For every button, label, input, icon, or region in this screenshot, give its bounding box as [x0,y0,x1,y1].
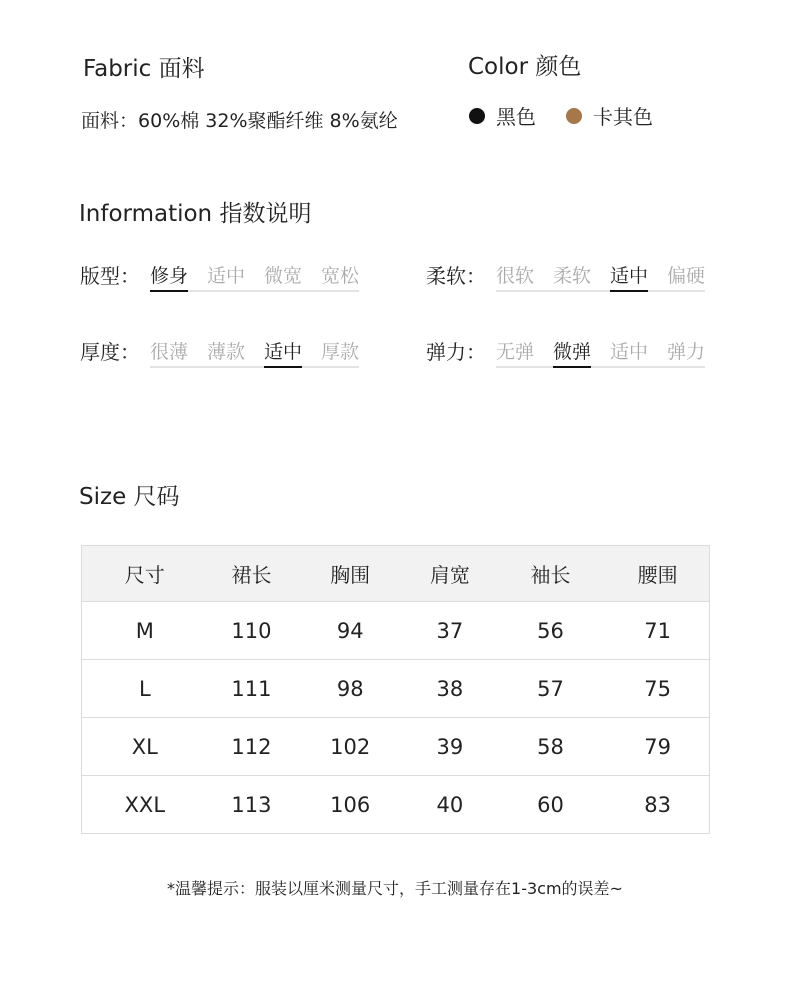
information-heading: Information 指数说明 [79,201,312,227]
color-option-khaki [566,101,653,130]
table-cell: 106 [330,792,371,817]
color-name: 黑色 [496,105,536,129]
column-header: 胸围 [330,563,371,587]
table-cell: XXL [124,792,166,817]
index-option: 弹力 [667,341,706,363]
color-options [469,101,653,130]
table-row [82,776,710,834]
table-row [82,660,710,718]
index-label: 版型： [80,264,140,288]
index-option: 无弹 [496,341,535,363]
index-option-selected: 微弹 [553,337,591,364]
index-label: 厚度： [80,340,140,364]
size-note: *温馨提示：服装以厘米测量尺寸，手工测量存在1-3cm的误差~ [167,879,623,898]
column-header: 腰围 [637,563,678,587]
size-table [81,545,710,834]
table-cell: 94 [336,618,364,643]
index-label: 弹力： [426,340,486,364]
table-cell: 71 [644,618,672,643]
color-swatch-khaki [566,108,582,124]
index-options [496,261,705,288]
index-option-selected: 适中 [610,261,648,288]
table-cell: XL [131,734,158,759]
index-row-softness [426,260,705,289]
column-header: 尺寸 [124,563,165,587]
index-option: 很软 [496,265,535,287]
index-option: 微宽 [264,265,303,287]
fabric-value: 60%棉 32%聚酯纤维 8%氨纶 [138,110,398,132]
table-cell: 57 [537,676,564,701]
table-cell: 60 [537,792,564,817]
color-swatch-black [469,108,485,124]
index-options [150,261,359,288]
index-option: 很薄 [150,341,189,363]
table-cell: 40 [436,792,464,817]
table-cell: 56 [537,618,564,643]
column-header: 肩宽 [429,563,470,587]
fabric-composition [81,106,398,133]
table-cell: 79 [644,734,672,759]
index-option: 适中 [207,265,246,287]
color-heading: Color 颜色 [468,54,582,80]
index-option: 宽松 [321,265,360,287]
index-option: 适中 [610,341,649,363]
table-cell: 112 [231,734,272,759]
fabric-label: 面料： [81,110,139,132]
table-cell: 38 [436,676,464,701]
table-cell: 98 [336,676,364,701]
index-option-selected: 修身 [150,261,188,288]
color-option-black [469,101,536,130]
column-header: 裙长 [231,563,272,587]
index-option: 偏硬 [667,265,706,287]
size-table-header [82,546,710,602]
index-option: 薄款 [207,341,246,363]
table-cell: 75 [644,676,672,701]
table-cell: 111 [231,676,272,701]
size-table-body [82,602,710,834]
table-cell: 39 [436,734,464,759]
table-cell: L [138,676,151,701]
table-cell: 113 [231,792,272,817]
index-option-selected: 适中 [264,337,302,364]
size-heading: Size 尺码 [79,484,180,510]
table-row [82,718,710,776]
index-options [150,337,359,364]
fabric-heading: Fabric 面料 [83,56,205,82]
index-row-elasticity [426,336,705,365]
table-cell: 83 [644,792,672,817]
index-row-thickness [80,336,359,365]
table-cell: 110 [231,618,272,643]
table-row [82,602,710,660]
index-option: 厚款 [321,341,360,363]
color-name: 卡其色 [593,105,653,129]
table-cell: 102 [330,734,371,759]
table-cell: 37 [436,618,464,643]
index-options [496,337,705,364]
index-label: 柔软： [426,264,486,288]
table-cell: 58 [537,734,564,759]
index-option: 柔软 [553,265,592,287]
column-header: 袖长 [530,563,571,587]
table-cell: M [135,618,154,643]
index-row-fit [80,260,359,289]
